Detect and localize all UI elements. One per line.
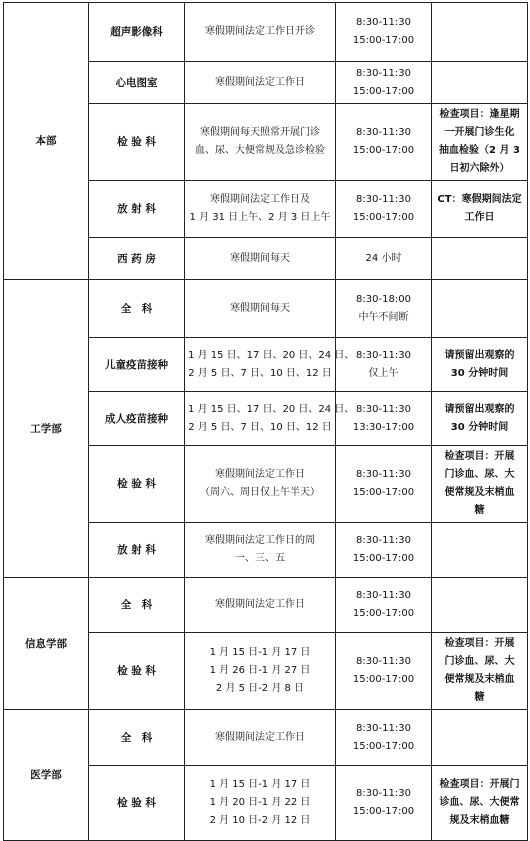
department-cell: 放 射 科 bbox=[89, 523, 185, 578]
cell-line: 1 月 31 日上午、2 月 3 日上午 bbox=[189, 212, 331, 223]
remark-cell bbox=[432, 280, 528, 338]
cell-line: 8:30-11:30 bbox=[356, 349, 411, 361]
schedule-cell bbox=[185, 766, 336, 841]
remark-cell bbox=[432, 710, 528, 766]
remark-cell bbox=[432, 238, 528, 280]
cell-line: 寒假期间法定工作日 bbox=[215, 469, 305, 480]
cell-line: 检查项目：开展 bbox=[444, 451, 515, 462]
cell-line: 检查项目：逢星期 bbox=[439, 109, 520, 120]
cell-line: 一、三、五 bbox=[235, 553, 285, 564]
hours-cell bbox=[336, 280, 432, 338]
hours-cell bbox=[336, 104, 432, 181]
table-row bbox=[4, 3, 528, 62]
cell-line: 8:30-11:30 bbox=[356, 67, 411, 79]
cell-line: 寒假期间法定工作日 bbox=[215, 731, 305, 743]
department-cell: 成人疫苗接种 bbox=[89, 392, 185, 446]
schedule-cell bbox=[185, 280, 336, 338]
schedule-cell bbox=[185, 3, 336, 62]
cell-line: 检查项目：开展 bbox=[444, 638, 515, 649]
schedule-cell bbox=[185, 392, 355, 446]
cell-line: 工作日 bbox=[464, 212, 495, 223]
cell-line: 15:00-17:00 bbox=[352, 740, 415, 752]
schedule-cell bbox=[185, 578, 336, 633]
cell-line: 30 分钟时间 bbox=[450, 421, 509, 433]
cell-line: 8:30-11:30 bbox=[356, 17, 411, 28]
holiday-schedule-table bbox=[3, 2, 528, 841]
hours-cell bbox=[336, 633, 432, 710]
cell-line: 糖 bbox=[474, 692, 485, 703]
department-cell: 放 射 科 bbox=[89, 181, 185, 238]
schedule-cell bbox=[185, 338, 355, 392]
cell-line: 8:30-11:30 bbox=[356, 194, 411, 205]
hours-cell bbox=[336, 766, 432, 841]
campus-name-cell: 本部 bbox=[4, 3, 89, 280]
department-cell: 全 科 bbox=[89, 578, 185, 633]
schedule-cell bbox=[185, 238, 336, 280]
cell-line: 1 月 15 日-1 月 17 日 bbox=[209, 779, 311, 790]
hours-cell bbox=[336, 578, 432, 633]
cell-line: 寒假期间每天照常开展门诊 bbox=[200, 127, 320, 138]
table-row bbox=[4, 710, 528, 766]
schedule-cell bbox=[185, 62, 336, 104]
cell-line: 8:30-11:30 bbox=[356, 722, 411, 734]
cell-line: 寒假期间法定工作日的周 bbox=[205, 535, 315, 546]
cell-line: CT：寒假期间法定 bbox=[437, 194, 522, 205]
department-cell: 检 验 科 bbox=[89, 104, 185, 181]
hours-cell bbox=[336, 238, 432, 280]
campus-name-cell: 工学部 bbox=[4, 280, 89, 578]
cell-line: 糖 bbox=[474, 505, 485, 516]
remark-cell bbox=[432, 338, 528, 392]
cell-line: 8:30-11:30 bbox=[356, 590, 411, 601]
cell-line: 1 月 15 日、17 日、20 日、24 日、 bbox=[188, 403, 355, 415]
department-cell: 西 药 房 bbox=[89, 238, 185, 280]
remark-cell bbox=[432, 62, 528, 104]
hours-cell bbox=[336, 181, 432, 238]
cell-line: 门诊血、尿、大 bbox=[444, 469, 515, 480]
department-cell: 检 验 科 bbox=[89, 766, 185, 841]
cell-line: 8:30-11:30 bbox=[356, 788, 411, 799]
cell-line: 2 月 5 日-2 月 8 日 bbox=[215, 683, 305, 694]
cell-line: 日初六除外） bbox=[449, 163, 510, 174]
cell-line: 中午不间断 bbox=[358, 311, 409, 323]
cell-line: 寒假期间法定工作日 bbox=[215, 76, 305, 88]
cell-line: 寒假期间法定工作日 bbox=[215, 599, 305, 610]
cell-line: 15:00-17:00 bbox=[352, 608, 415, 619]
cell-line: 8:30-11:30 bbox=[356, 656, 411, 667]
cell-line: 一开展门诊生化 bbox=[444, 127, 515, 138]
cell-line: 13:30-17:00 bbox=[352, 421, 415, 433]
cell-line: 24 小时 bbox=[365, 252, 402, 264]
hours-cell bbox=[336, 338, 432, 392]
schedule-cell bbox=[185, 633, 336, 710]
cell-line: 门诊血、尿、大 bbox=[444, 656, 515, 667]
hours-cell bbox=[336, 62, 432, 104]
cell-line: 2 月 5 日、7 日、10 日、12 日 bbox=[188, 367, 332, 379]
cell-line: 15:00-17:00 bbox=[352, 85, 415, 97]
hours-cell bbox=[336, 446, 432, 523]
remark-cell bbox=[432, 766, 528, 841]
cell-line: 寒假期间法定工作日开诊 bbox=[205, 26, 315, 37]
schedule-cell bbox=[185, 446, 336, 523]
cell-line: 1 月 20 日-1 月 22 日 bbox=[209, 797, 311, 808]
cell-line: 15:00-17:00 bbox=[352, 806, 415, 817]
cell-line: 2 月 10 日-2 月 12 日 bbox=[209, 815, 311, 826]
cell-line: 15:00-17:00 bbox=[352, 553, 415, 564]
cell-line: 请预留出观察的 bbox=[444, 349, 515, 361]
department-cell: 超声影像科 bbox=[89, 3, 185, 62]
remark-cell bbox=[432, 578, 528, 633]
remark-cell bbox=[432, 3, 528, 62]
cell-line: 1 月 15 日、17 日、20 日、24 日、 bbox=[188, 349, 355, 361]
schedule-cell bbox=[185, 104, 336, 181]
hours-cell bbox=[336, 3, 432, 62]
schedule-cell bbox=[185, 710, 336, 766]
department-cell: 心电图室 bbox=[89, 62, 185, 104]
cell-line: 血、尿、大便常规及急诊检验 bbox=[195, 145, 325, 156]
cell-line: （周六、周日仅上午半天） bbox=[200, 487, 320, 498]
cell-line: 8:30-11:30 bbox=[356, 403, 411, 415]
cell-line: 1 月 15 日-1 月 17 日 bbox=[209, 647, 311, 658]
cell-line: 2 月 5 日、7 日、10 日、12 日 bbox=[188, 421, 332, 433]
cell-line: 抽血检验（2 月 3 bbox=[439, 145, 520, 156]
campus-name-cell: 医学部 bbox=[4, 710, 89, 841]
cell-line: 规及末梢血糖 bbox=[449, 815, 510, 826]
cell-line: 15:00-17:00 bbox=[352, 212, 415, 223]
campus-name-cell: 信息学部 bbox=[4, 578, 89, 710]
schedule-table-body bbox=[4, 3, 528, 841]
remark-cell bbox=[432, 392, 528, 446]
remark-cell bbox=[432, 446, 528, 523]
cell-line: 检查项目：开展门 bbox=[439, 779, 520, 790]
remark-cell bbox=[432, 523, 528, 578]
cell-line: 便常规及末梢血 bbox=[444, 674, 515, 685]
cell-line: 寒假期间法定工作日及 bbox=[210, 194, 310, 205]
department-cell: 检 验 科 bbox=[89, 446, 185, 523]
cell-line: 仅上午 bbox=[368, 367, 399, 379]
cell-line: 8:30-18:00 bbox=[356, 293, 411, 305]
cell-line: 15:00-17:00 bbox=[352, 145, 415, 156]
cell-line: 15:00-17:00 bbox=[352, 487, 415, 498]
cell-line: 8:30-11:30 bbox=[356, 127, 411, 138]
department-cell: 儿童疫苗接种 bbox=[89, 338, 185, 392]
cell-line: 15:00-17:00 bbox=[352, 674, 415, 685]
table-row bbox=[4, 280, 528, 338]
cell-line: 8:30-11:30 bbox=[356, 535, 411, 546]
cell-line: 8:30-11:30 bbox=[356, 469, 411, 480]
cell-line: 请预留出观察的 bbox=[444, 403, 515, 415]
table-row bbox=[4, 578, 528, 633]
hours-cell bbox=[336, 392, 432, 446]
department-cell: 全 科 bbox=[89, 710, 185, 766]
department-cell: 全 科 bbox=[89, 280, 185, 338]
remark-cell bbox=[432, 633, 528, 710]
hours-cell bbox=[336, 710, 432, 766]
cell-line: 寒假期间每天 bbox=[230, 252, 290, 264]
remark-cell bbox=[432, 104, 528, 181]
cell-line: 诊血、尿、大便常 bbox=[439, 797, 520, 808]
hours-cell bbox=[336, 523, 432, 578]
schedule-cell bbox=[185, 523, 336, 578]
schedule-cell bbox=[185, 181, 336, 238]
remark-cell bbox=[432, 181, 528, 238]
cell-line: 30 分钟时间 bbox=[450, 367, 509, 379]
cell-line: 寒假期间每天 bbox=[230, 302, 290, 314]
cell-line: 便常规及末梢血 bbox=[444, 487, 515, 498]
department-cell: 检 验 科 bbox=[89, 633, 185, 710]
cell-line: 1 月 26 日-1 月 27 日 bbox=[209, 665, 311, 676]
cell-line: 15:00-17:00 bbox=[352, 35, 415, 46]
